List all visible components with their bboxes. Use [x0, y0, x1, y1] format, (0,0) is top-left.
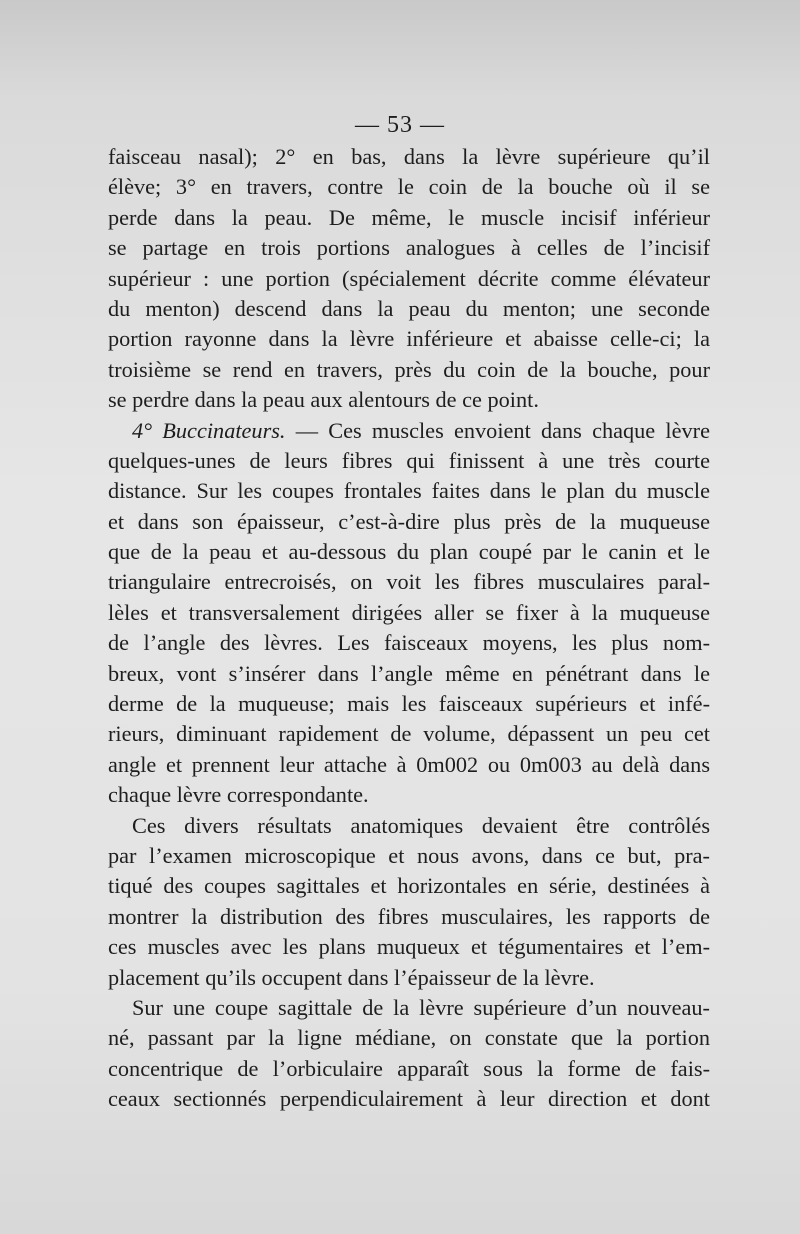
text-line: chaque lèvre correspondante. [108, 782, 369, 808]
text-line: distance. Sur les coupes frontales faites dans le plan du muscle [108, 478, 710, 504]
text-line: Ces divers résultats anatomiques devaient être contrôlés [132, 812, 710, 838]
text-line: faisceau nasal); 2° en bas, dans la lèvre supérieure qu’il [108, 144, 710, 169]
text-line-rest: — Ces muscles envoient dans chaque lèvre [285, 417, 710, 443]
text-line: perde dans la peau. De même, le muscle incisif inférieur [108, 204, 710, 230]
text-line: que de la peau et au-dessous du plan coupé par le canin et le [108, 539, 710, 565]
text-line: lèles et transversalement dirigées aller se fixer à la muqueuse [108, 599, 710, 625]
section-heading-line [108, 416, 710, 446]
text-line: né, passant par la ligne médiane, on constate que la portion [108, 1025, 710, 1051]
text-line: triangulaire entrecroisés, on voit les fibres musculaires paral- [108, 569, 710, 595]
text-line: élève; 3° en travers, contre le coin de la bouche où il se [108, 174, 710, 200]
text-line: ceaux sectionnés perpendiculairement à leur direction et dont [108, 1086, 710, 1112]
section-heading: 4° Buccinateurs. [132, 417, 286, 443]
text-line: quelques-unes de leurs fibres qui finissent à une très courte [108, 447, 710, 473]
text-line: se perdre dans la peau aux alentours de ce point. [108, 387, 539, 413]
text-line: Sur une coupe sagittale de la lèvre supérieure d’un nouveau- [132, 994, 710, 1020]
text-line: concentrique de l’orbiculaire apparaît sous la forme de fais- [108, 1055, 710, 1081]
text-line: derme de la muqueuse; mais les faisceaux supérieurs et infé- [108, 691, 710, 717]
text-line: de l’angle des lèvres. Les faisceaux moyens, les plus nom- [108, 630, 710, 656]
text-line: placement qu’ils occupent dans l’épaisseur de la lèvre. [108, 964, 595, 990]
text-line: breux, vont s’insérer dans l’angle même en pénétrant dans le [108, 660, 710, 686]
page-number: — 53 — [355, 112, 445, 138]
text-line: supérieur : une portion (spécialement décrite comme élévateur [108, 265, 710, 291]
text-line: rieurs, diminuant rapidement de volume, dépassent un peu cet [108, 721, 710, 747]
text-line: montrer la distribution des fibres musculaires, les rapports de [108, 903, 710, 929]
text-line: troisième se rend en travers, près du coin de la bouche, pour [108, 356, 710, 382]
text-line: par l’examen microscopique et nous avons, dans ce but, pra- [108, 842, 710, 868]
text-line: ces muscles avec les plans muqueux et tégumentaires et l’em- [108, 934, 710, 960]
body-text [108, 142, 710, 1115]
text-line: se partage en trois portions analogues à celles de l’incisif [108, 235, 710, 261]
text-line: du menton) descend dans la peau du menton; une seconde [108, 295, 710, 321]
text-line: et dans son épaisseur, c’est-à-dire plus près de la muqueuse [108, 508, 710, 534]
text-line: angle et prennent leur attache à 0m002 ou 0m003 au delà dans [108, 751, 710, 777]
text-line: portion rayonne dans la lèvre inférieure et abaisse celle-ci; la [108, 326, 710, 352]
text-line: tiqué des coupes sagittales et horizontales en série, destinées à [108, 873, 710, 899]
